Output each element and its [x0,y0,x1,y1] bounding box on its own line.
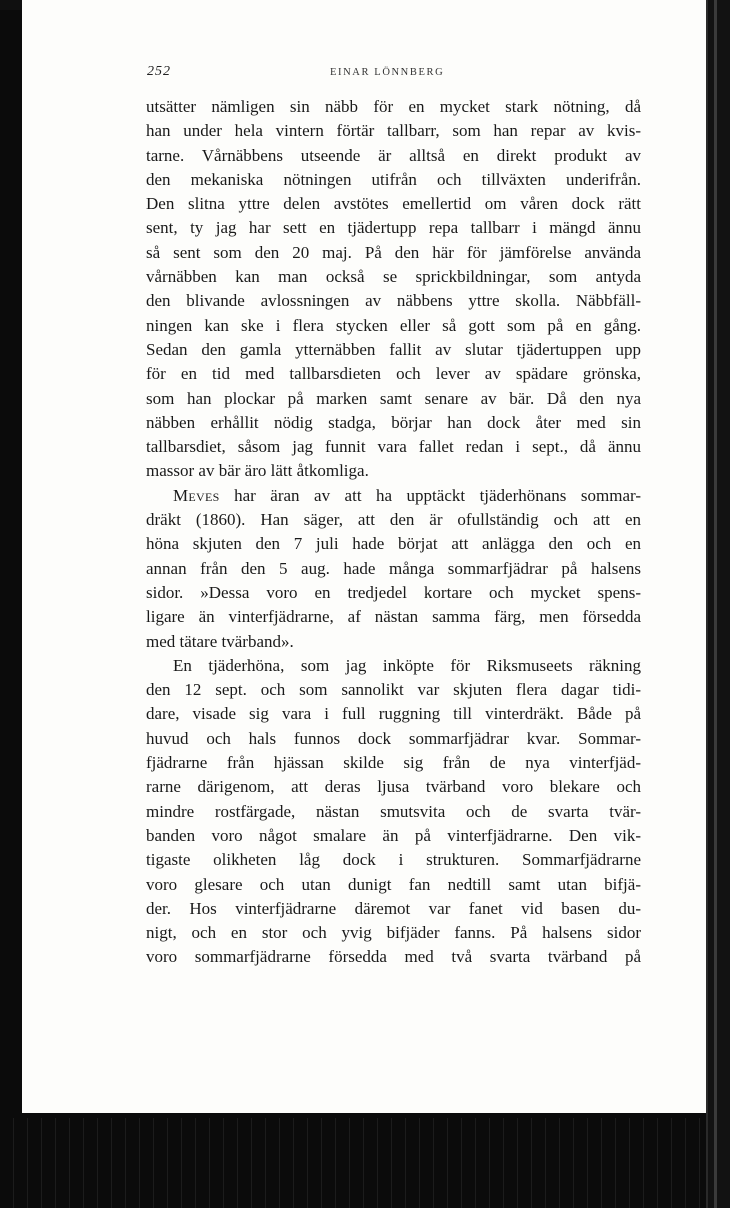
text-line: tallbarsdiet, såsom jag funnit vara fallet redan i sept., då ännu [146,437,641,457]
text-line: ligare än vinterfjädrarne, af nästan samma färg, men försedda [146,607,641,627]
text-line: den mekaniska nötningen utifrån och tillväxten underifrån. [146,169,641,189]
text-line: fjädrarne från hjässan skilde sig från de nya vinterfjäd- [146,753,641,773]
text-line: höna skjuten den 7 juli hade börjat att anlägga den och en [146,534,641,554]
scan-border-right [706,0,730,1208]
text-line: sent, ty jag har sett en tjädertupp repa tallbarr i mängd ännu [146,218,641,238]
text-line: rarne därigenom, att deras ljusa tvärband voro blekare och [146,777,641,797]
text-line: ningen kan ske i flera stycken eller så gott som på en gång. [146,315,641,335]
text-line: dare, visade sig vara i full ruggning till vinterdräkt. Både på [146,704,641,724]
book-page [22,0,706,1113]
paragraph [146,95,641,484]
text-line: så sent som den 20 maj. På den här för jämförelse använda [146,242,641,262]
text-line: massor av bär äro lätt åtkomliga. [146,461,369,481]
scan-border-bottom [0,1118,706,1208]
text-line: voro glesare och utan dunigt fan nedtill samt utan bifjä- [146,874,641,894]
text-line: vårnäbben kan man också se sprickbildningar, som antyda [146,267,641,287]
text-line: En tjäderhöna, som jag inköpte för Riksmuseets räkning [173,655,641,675]
paragraph [146,654,641,970]
text-line: han under hela vintern förtär tallbarr, som han repar av kvis- [146,121,641,141]
text-line: annan från den 5 aug. hade många sommarfjädrar på halsens [146,558,641,578]
text-line: sidor. »Dessa voro en tredjedel kortare och mycket spens- [146,582,641,602]
paragraph [146,484,641,654]
text-line: mindre rostfärgade, nästan smutsvita och de svarta tvär- [146,801,641,821]
text-line: Den slitna yttre delen avstötes emellertid om våren dock rätt [146,194,641,214]
text-line: der. Hos vinterfjädrarne däremot var fanet vid basen du- [146,898,641,918]
text-line: banden voro något smalare än på vinterfjädrarne. Den vik- [146,825,641,845]
text-line: den 12 sept. och som sannolikt var skjuten flera dagar tidi- [146,680,641,700]
text-line: tarne. Vårnäbbens utseende är alltså en direkt produkt av [146,145,641,165]
text-line: tigaste olikheten låg dock i strukturen. Sommarfjädrarne [146,850,641,870]
text-line: utsätter nämligen sin näbb för en mycket stark nötning, då [146,97,641,116]
text-line: dräkt (1860). Han säger, att den är ofullständig och att en [146,510,641,530]
author-name: Meves [173,485,220,505]
text-line: för en tid med tallbarsdieten och lever av spädare grönska, [146,364,641,384]
text-line: Sedan den gamla ytternäbben fallit av slutar tjädertuppen upp [146,339,641,359]
page-number: 252 [147,64,171,79]
text-line: huvud och hals funnos dock sommarfjädrar kvar. Sommar- [146,728,641,748]
text-line: näbben erhållit nödig stadga, börjar han dock åter med sin [146,412,641,432]
text-line: som han plockar på marken samt senare av bär. Då den nya [146,388,641,408]
text-line: med tätare tvärband». [146,631,294,651]
text-line: den blivande avlossningen av näbbens yttre skolla. Näbbfäll- [146,291,641,311]
text-fragment: har äran av att ha upptäckt tjäderhönans sommar- [219,485,641,505]
running-title: EINAR LÖNNBERG [330,67,445,78]
text-line: nigt, och en stor och yvig bifjäder fanns. På halsens sidor [146,923,641,943]
text-line: voro sommarfjädrarne försedda med två svarta tvärband på [146,947,641,967]
running-head [22,64,706,84]
body-text [146,95,641,970]
text-line [146,484,641,508]
